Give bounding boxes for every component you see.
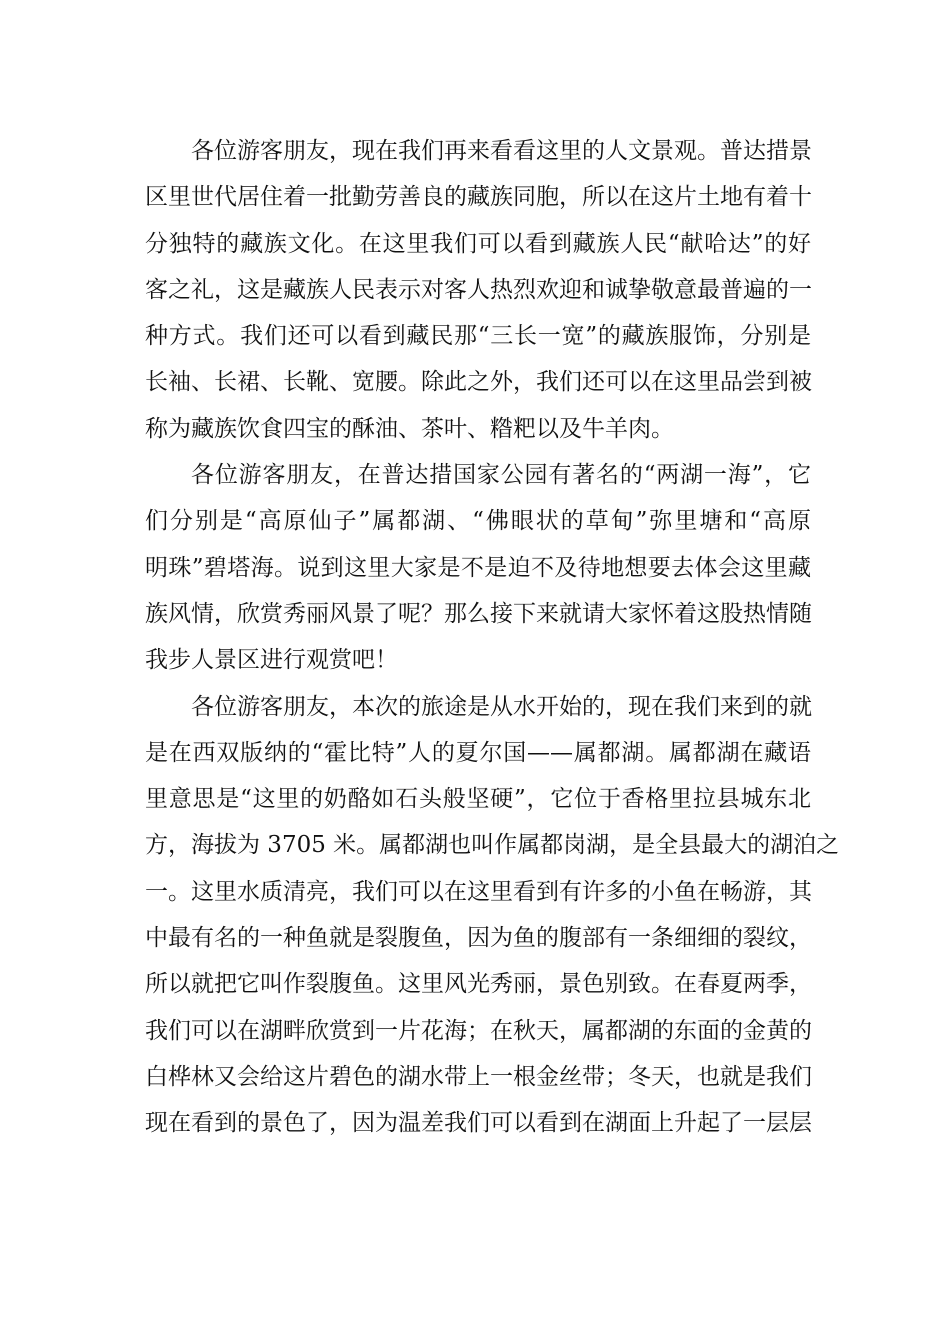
text-line: 方，海拔为 3705 米。属都湖也叫作属都岗湖，是全县最大的湖泊之 (145, 832, 840, 859)
text-line: 各位游客朋友，现在我们再来看看这里的人文景观。普达措景 (191, 138, 812, 164)
text-line: 族风情，欣赏秀丽风景了呢？那么接下来就请大家怀着这股热情随 (145, 600, 812, 627)
text-line: 各位游客朋友，本次的旅途是从水开始的，现在我们来到的就 (191, 693, 812, 720)
text-line: 客之礼，这是藏族人民表示对客人热烈欢迎和诚挚敬意最普遍的一 (145, 276, 812, 303)
body-text (145, 128, 840, 1147)
text-line: 我们可以在湖畔欣赏到一片花海；在秋天，属都湖的东面的金黄的 (145, 1017, 812, 1044)
text-line: 现在看到的景色了，因为温差我们可以看到在湖面上升起了一层层 (145, 1110, 812, 1137)
text-line: 长袖、长裙、长靴、宽腰。除此之外，我们还可以在这里品尝到被 (145, 369, 812, 396)
paragraph-2 (145, 452, 811, 683)
text-line: 白桦林又会给这片碧色的湖水带上一根金丝带；冬天，也就是我们 (145, 1063, 812, 1090)
text-line: 我步人景区进行观赏吧！ (145, 647, 398, 674)
text-line: 们分别是“高原仙子”属都湖、“佛眼状的草甸”弥里塘和“高原 (145, 508, 811, 535)
text-line: 各位游客朋友，在普达措国家公园有著名的“两湖一海”，它 (191, 462, 811, 489)
paragraph-3 (145, 684, 840, 1147)
text-line: 是在西双版纳的“霍比特”人的夏尔国——属都湖。属都湖在藏语 (145, 739, 811, 766)
text-line: 区里世代居住着一批勤劳善良的藏族同胞，所以在这片土地有着十 (145, 184, 812, 211)
text-line: 一。这里水质清亮，我们可以在这里看到有许多的小鱼在畅游，其 (145, 878, 812, 905)
text-line: 称为藏族饮食四宝的酥油、茶叶、糌粑以及牛羊肉。 (145, 415, 674, 442)
text-line: 分独特的藏族文化。在这里我们可以看到藏族人民“献哈达”的好 (145, 230, 811, 257)
text-line: 明珠”碧塔海。说到这里大家是不是迫不及待地想要去体会这里藏 (145, 554, 811, 581)
text-line: 所以就把它叫作裂腹鱼。这里风光秀丽，景色别致。在春夏两季， (145, 971, 812, 998)
text-line: 中最有名的一种鱼就是裂腹鱼，因为鱼的腹部有一条细细的裂纹， (145, 925, 812, 952)
text-line: 种方式。我们还可以看到藏民那“三长一宽”的藏族服饰，分别是 (145, 323, 811, 350)
paragraph-1 (145, 128, 811, 452)
text-line: 里意思是“这里的奶酪如石头般坚硬”，它位于香格里拉县城东北 (145, 786, 811, 813)
